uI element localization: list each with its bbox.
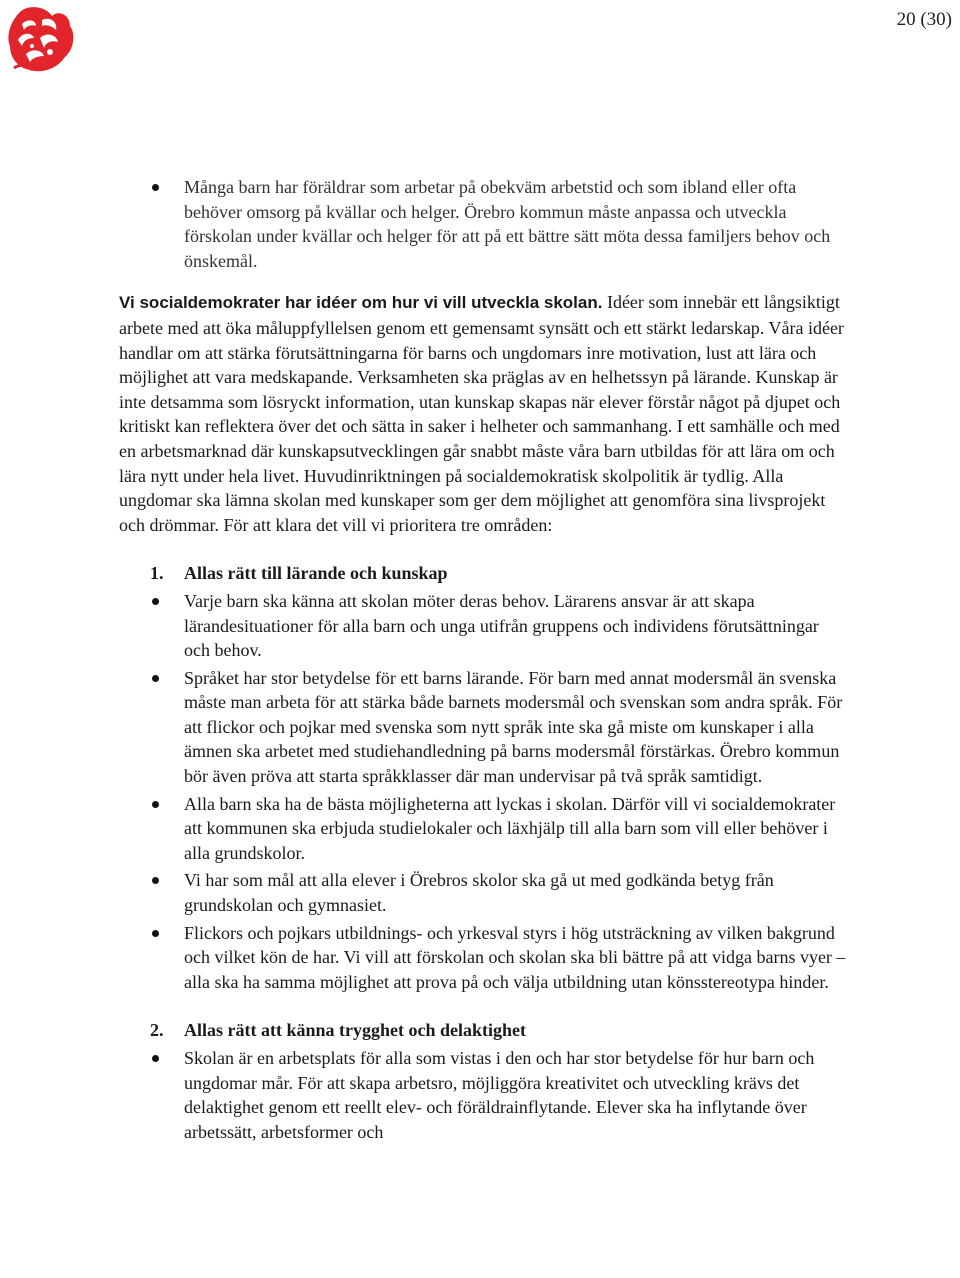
page-number: 20 (30) [896,9,952,30]
body-paragraph [119,290,849,537]
list-item: Alla barn ska ha de bästa möjligheterna att lyckas i skolan. Därför vill vi socialdemokrater att kommunen ska erbjuda studielokaler och läxhjälp till alla barn som vill eller behöver i alla grundskolor. [119,792,849,866]
list-item: Flickors och pojkars utbildnings- och yrkesval styrs i hög utsträckning av vilken bakgrund och vilket kön de har. Vi vill att förskolan och skolan ska bli bättre på att vidga barns vyer – alla ska ha samma möjlighet att prova på och välja utbildning utan könsstereotypa hinder. [119,921,849,995]
section-1 [119,561,849,994]
section-heading [119,561,849,586]
rose-logo-icon [6,4,76,76]
section-2 [119,1018,849,1144]
paragraph-lead: Vi socialdemokrater har idéer om hur vi vill utveckla skolan. [119,293,603,313]
intro-bullet-list [119,175,849,273]
list-item: Många barn har föräldrar som arbetar på obekväm arbetstid och som ibland eller ofta behöver omsorg på kvällar och helger. Örebro kommun måste anpassa och utveckla förskolan under kvällar och helger för att på ett bättre sätt möta dessa familjers behov och önskemål. [119,175,849,273]
list-item: Varje barn ska känna att skolan möter deras behov. Lärarens ansvar är att skapa lärandesituationer för alla barn och unga utifrån gruppens och individens förutsättningar och behov. [119,589,849,663]
list-item: Vi har som mål att alla elever i Örebros skolor ska gå ut med godkända betyg från grundskolan och gymnasiet. [119,868,849,917]
section-title: Allas rätt att känna trygghet och delaktighet [184,1020,526,1041]
section-number: 2. [150,1020,164,1041]
paragraph-body: Idéer som innebär ett långsiktigt arbete med att öka måluppfyllelsen genom ett gemensamt synsätt och ett stärkt ledarskap. Våra idéer handlar om att stärka förutsättningarna för barns och ungdomars inre motivation, lust att lära och möjlighet att vara medskapande. Verksamheten ska präglas av en helhetssyn på lärande. Kunskap är inte detsamma som lösryckt information, utan kunskap skapas när elever förstår något på djupet och kritiskt kan reflektera över det och sätta in saker i helheter och sammanhang. I ett samhälle och med en arbetsmarknad där kunskapsutvecklingen går snabbt måste våra barn utbildas för att lära om och lära nytt under hela livet. Huvudinriktningen på socialdemokratisk skolpolitik är tydlig. Alla ungdomar ska lämna skolan med kunskaper som ger dem möjlighet att genomföra sina livsprojekt och drömmar. För att klara det vill vi prioritera tre områden: [119,292,844,535]
document-body [119,175,849,1168]
section-title: Allas rätt till lärande och kunskap [184,563,448,584]
section-number: 1. [150,563,164,584]
section-bullet-list [119,589,849,995]
list-item: Skolan är en arbetsplats för alla som vistas i den och har stor betydelse för hur barn och ungdomar mår. För att skapa arbetsro, möjliggöra kreativitet och utveckling krävs det delaktighet genom ett reellt elev- och föräldrainflytande. Elever ska ha inflytande över arbetssätt, arbetsformer och [119,1046,849,1144]
section-bullet-list [119,1046,849,1144]
list-item: Språket har stor betydelse för ett barns lärande. För barn med annat modersmål än svenska måste man arbeta för att stärka både barnets modersmål och svenskan som andra språk. För att flickor och pojkar med svenska som nytt språk inte ska gå miste om kunskaper i alla ämnen ska arbetet med studiehandledning på barns modersmål förstärkas. Örebro kommun bör även pröva att starta språkklasser där man undervisar på två språk samtidigt. [119,666,849,789]
section-heading [119,1018,849,1043]
